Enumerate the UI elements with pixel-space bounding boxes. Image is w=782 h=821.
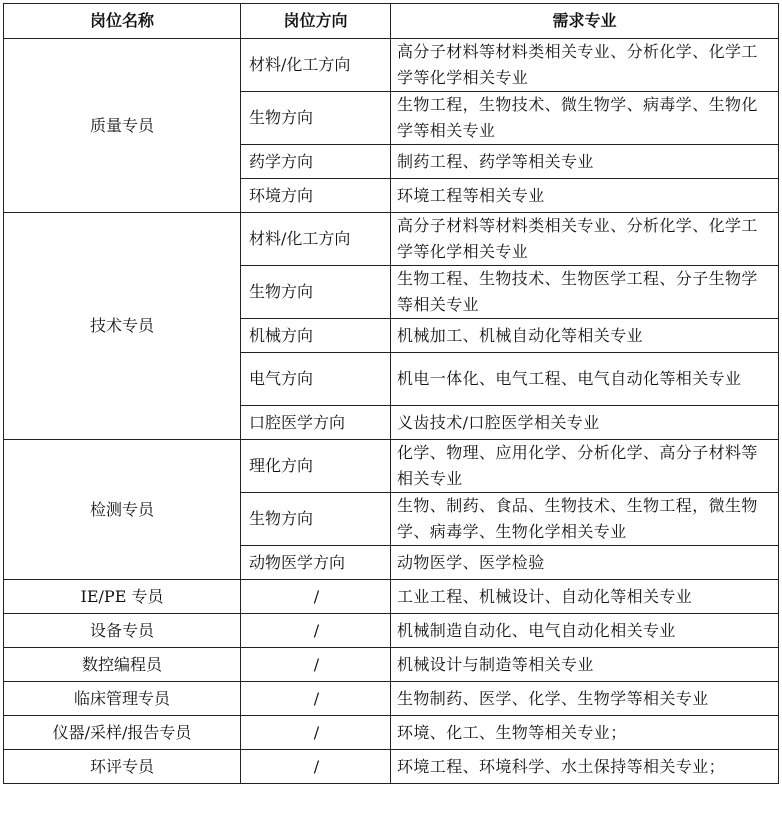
required-major: 生物工程，生物技术、微生物学、病毒学、生物化学等相关专业 <box>391 92 779 145</box>
table-row <box>4 580 779 614</box>
position-direction: 动物医学方向 <box>241 546 391 580</box>
required-major: 机械制造自动化、电气自动化相关专业 <box>391 614 779 648</box>
position-direction: / <box>241 614 391 648</box>
position-name: 环评专员 <box>4 750 241 784</box>
required-major: 化学、物理、应用化学、分析化学、高分子材料等相关专业 <box>391 440 779 493</box>
position-name: 技术专员 <box>4 213 241 440</box>
table-row <box>4 716 779 750</box>
required-major: 生物、制药、食品、生物技术、生物工程，微生物学、病毒学、生物化学相关专业 <box>391 493 779 546</box>
required-major: 高分子材料等材料类相关专业、分析化学、化学工学等化学相关专业 <box>391 213 779 266</box>
position-name: 仪器/采样/报告专员 <box>4 716 241 750</box>
position-direction: 材料/化工方向 <box>241 213 391 266</box>
position-direction: 口腔医学方向 <box>241 406 391 440</box>
required-major: 动物医学、医学检验 <box>391 546 779 580</box>
position-direction: / <box>241 716 391 750</box>
position-direction: 理化方向 <box>241 440 391 493</box>
position-direction: 环境方向 <box>241 179 391 213</box>
position-direction: / <box>241 580 391 614</box>
required-major: 环境工程等相关专业 <box>391 179 779 213</box>
required-major: 环境、化工、生物等相关专业； <box>391 716 779 750</box>
position-direction: 生物方向 <box>241 493 391 546</box>
table-row <box>4 39 779 92</box>
position-direction: / <box>241 750 391 784</box>
header-required-major: 需求专业 <box>391 4 779 39</box>
required-major: 生物制药、医学、化学、生物学等相关专业 <box>391 682 779 716</box>
position-name: 质量专员 <box>4 39 241 213</box>
job-requirements-table <box>3 3 779 784</box>
header-position-direction: 岗位方向 <box>241 4 391 39</box>
required-major: 环境工程、环境科学、水土保持等相关专业； <box>391 750 779 784</box>
required-major: 工业工程、机械设计、自动化等相关专业 <box>391 580 779 614</box>
required-major: 制药工程、药学等相关专业 <box>391 145 779 179</box>
position-direction: 药学方向 <box>241 145 391 179</box>
header-row <box>4 4 779 39</box>
position-direction: 电气方向 <box>241 353 391 406</box>
required-major: 机械设计与制造等相关专业 <box>391 648 779 682</box>
position-name: 设备专员 <box>4 614 241 648</box>
position-name: 临床管理专员 <box>4 682 241 716</box>
position-direction: / <box>241 682 391 716</box>
position-direction: 生物方向 <box>241 266 391 319</box>
required-major: 机械加工、机械自动化等相关专业 <box>391 319 779 353</box>
position-direction: / <box>241 648 391 682</box>
table-row <box>4 750 779 784</box>
table-row <box>4 648 779 682</box>
position-direction: 材料/化工方向 <box>241 39 391 92</box>
position-name: IE/PE 专员 <box>4 580 241 614</box>
required-major: 机电一体化、电气工程、电气自动化等相关专业 <box>391 353 779 406</box>
position-direction: 机械方向 <box>241 319 391 353</box>
position-name: 数控编程员 <box>4 648 241 682</box>
table-row <box>4 682 779 716</box>
position-name: 检测专员 <box>4 440 241 580</box>
table-row <box>4 440 779 493</box>
required-major: 高分子材料等材料类相关专业、分析化学、化学工学等化学相关专业 <box>391 39 779 92</box>
header-position-name: 岗位名称 <box>4 4 241 39</box>
required-major: 生物工程、生物技术、生物医学工程、分子生物学等相关专业 <box>391 266 779 319</box>
table-row <box>4 213 779 266</box>
table-row <box>4 614 779 648</box>
required-major: 义齿技术/口腔医学相关专业 <box>391 406 779 440</box>
position-direction: 生物方向 <box>241 92 391 145</box>
